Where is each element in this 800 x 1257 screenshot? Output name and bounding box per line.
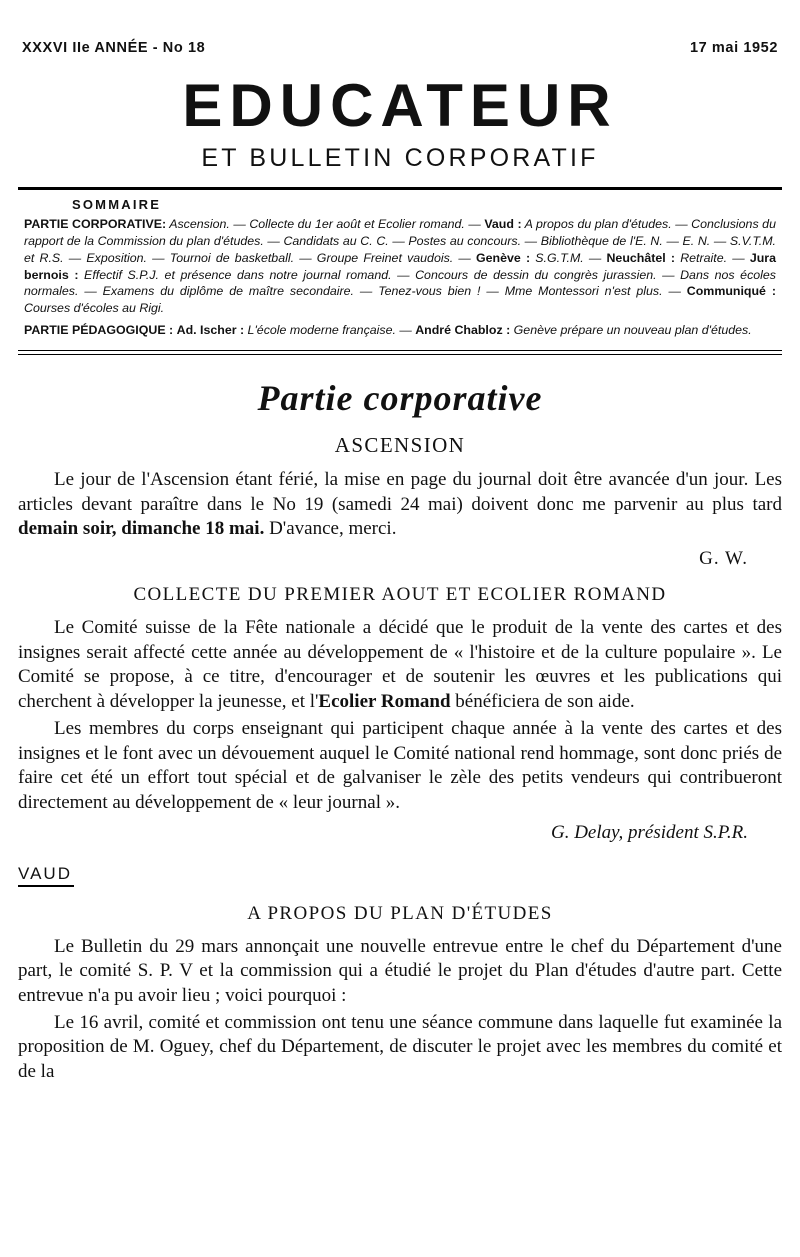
page-content <box>18 40 782 1087</box>
sommaire-neuchatel-label: Neuchâtel : <box>606 250 676 265</box>
issue-identifier: XXXVI IIe ANNÉE - No 18 <box>22 40 206 56</box>
section-title: Partie corporative <box>257 378 543 419</box>
article-paragraph: Le jour de l'Ascension étant férié, la mise en page du journal doit être avancée d'un jour. Les articles devant paraître dans le No 19 (samedi 24 mai) doivent donc me parvenir au plus tard demain soir, dimanche 18 mai. D'avance, merci. <box>18 469 782 540</box>
sommaire-corporative-text-5: Effectif S.P.J. et présence dans notre journal romand. — Concours de dessin du congrès jurassien. — Dans nos écoles normales. — Examens du diplôme de maître secondaire. — Tenez-vous bien ! — Mme Montessori n'est plus. — <box>24 267 776 299</box>
article-paragraph: Le Comité suisse de la Fête nationale a décidé que le produit de la vente des cartes et des insignes serait affecté cette année au développement de « l'histoire et de la culture populaire ». Le Comité se propose, à ce titre, d'encourager et de soutenir les œuvres et les publications qui cherchent à développer la jeunesse, et l'Ecolier Romand bénéficiera de son aide. <box>18 617 782 713</box>
issue-date: 17 mai 1952 <box>689 40 778 56</box>
sommaire-heading: SOMMAIRE <box>72 197 162 212</box>
masthead-line <box>18 40 782 56</box>
region-tag-vaud: VAUD <box>18 864 74 887</box>
article-ascension <box>18 433 782 570</box>
sommaire-pedagogique-label: PARTIE PÉDAGOGIQUE : <box>24 323 174 338</box>
article-collecte <box>18 584 782 844</box>
sommaire-geneve-label: Genève : <box>476 250 531 265</box>
sommaire-corporative-text-6: Courses d'écoles au Rigi. <box>24 301 165 316</box>
sommaire-corporative-text-2: A propos du plan d'études. — Conclusions du rapport de la Commission du plan d'études. — Candidats au C. C. — Postes au concours. — Bibliothèque de l'E. N. — E. N. — S.V.T.M. et R.S. — Exposition. — Tournoi de basketball. — Groupe Freinet vaudois. — <box>24 217 776 265</box>
sommaire-vaud-label: Vaud : <box>484 217 522 231</box>
table-of-contents <box>18 190 782 350</box>
article-paragraph: Les membres du corps enseignant qui participent chaque année à la vente des cartes et des insignes et le font avec un dévouement auquel le Comité national rend hommage, sont donc priés de faire cet été un effort tout spécial et de galvaniser le zèle des petits vendeurs qui contribueront directement au développement de « leur journal ». <box>18 717 782 813</box>
sommaire-corporative-entry <box>24 216 776 317</box>
article-signature: G. W. <box>699 548 748 570</box>
article-plan-etudes <box>18 854 782 1085</box>
article-signature: G. Delay, président S.P.R. <box>550 821 748 843</box>
article-title: ASCENSION <box>334 433 466 458</box>
sommaire-corporative-text-3: S.G.T.M. — <box>530 250 607 265</box>
sommaire-jura-label: Jura bernois : <box>24 250 777 282</box>
sommaire-corporative-label: PARTIE CORPORATIVE: <box>24 217 167 231</box>
sommaire-chabloz-label: André Chabloz : <box>415 323 511 338</box>
sommaire-corporative-text: Ascension. — Collecte du 1er août et Ecolier romand. — <box>166 217 485 231</box>
divider-sommaire-bottom-2 <box>18 354 782 355</box>
sommaire-pedagogique-entry <box>24 322 776 339</box>
journal-subtitle: ET BULLETIN CORPORATIF <box>201 144 599 172</box>
sommaire-pedagogique-text-2: Genève prépare un nouveau plan d'études. <box>510 323 752 338</box>
sommaire-corporative-text-4: Retraite. — <box>675 250 750 265</box>
article-title: A PROPOS DU PLAN D'ÉTUDES <box>247 902 553 924</box>
journal-title: EDUCATEUR <box>182 72 618 139</box>
sommaire-ischer-label: Ad. Ischer : <box>176 323 245 338</box>
sommaire-communique-label: Communiqué : <box>686 284 776 299</box>
sommaire-pedagogique-text: L'école moderne française. — <box>244 323 416 338</box>
article-paragraph: Le 16 avril, comité et commission ont tenu une séance commune dans laquelle fut examinée la proposition de M. Oguey, chef du Département, de discuter le projet avec les membres du comité et de la <box>18 1011 782 1083</box>
main-content <box>18 377 782 1085</box>
article-title: COLLECTE DU PREMIER AOUT ET ECOLIER ROMAND <box>133 584 667 606</box>
article-paragraph: Le Bulletin du 29 mars annonçait une nouvelle entrevue entre le chef du Département d'une part, le comité S. P. V et la commission qui a étudié le projet du Plan d'études d'autre part. Cette entrevue n'a pu avoir lieu ; voici pourquoi : <box>18 935 782 1006</box>
masthead-title-block <box>18 72 782 173</box>
